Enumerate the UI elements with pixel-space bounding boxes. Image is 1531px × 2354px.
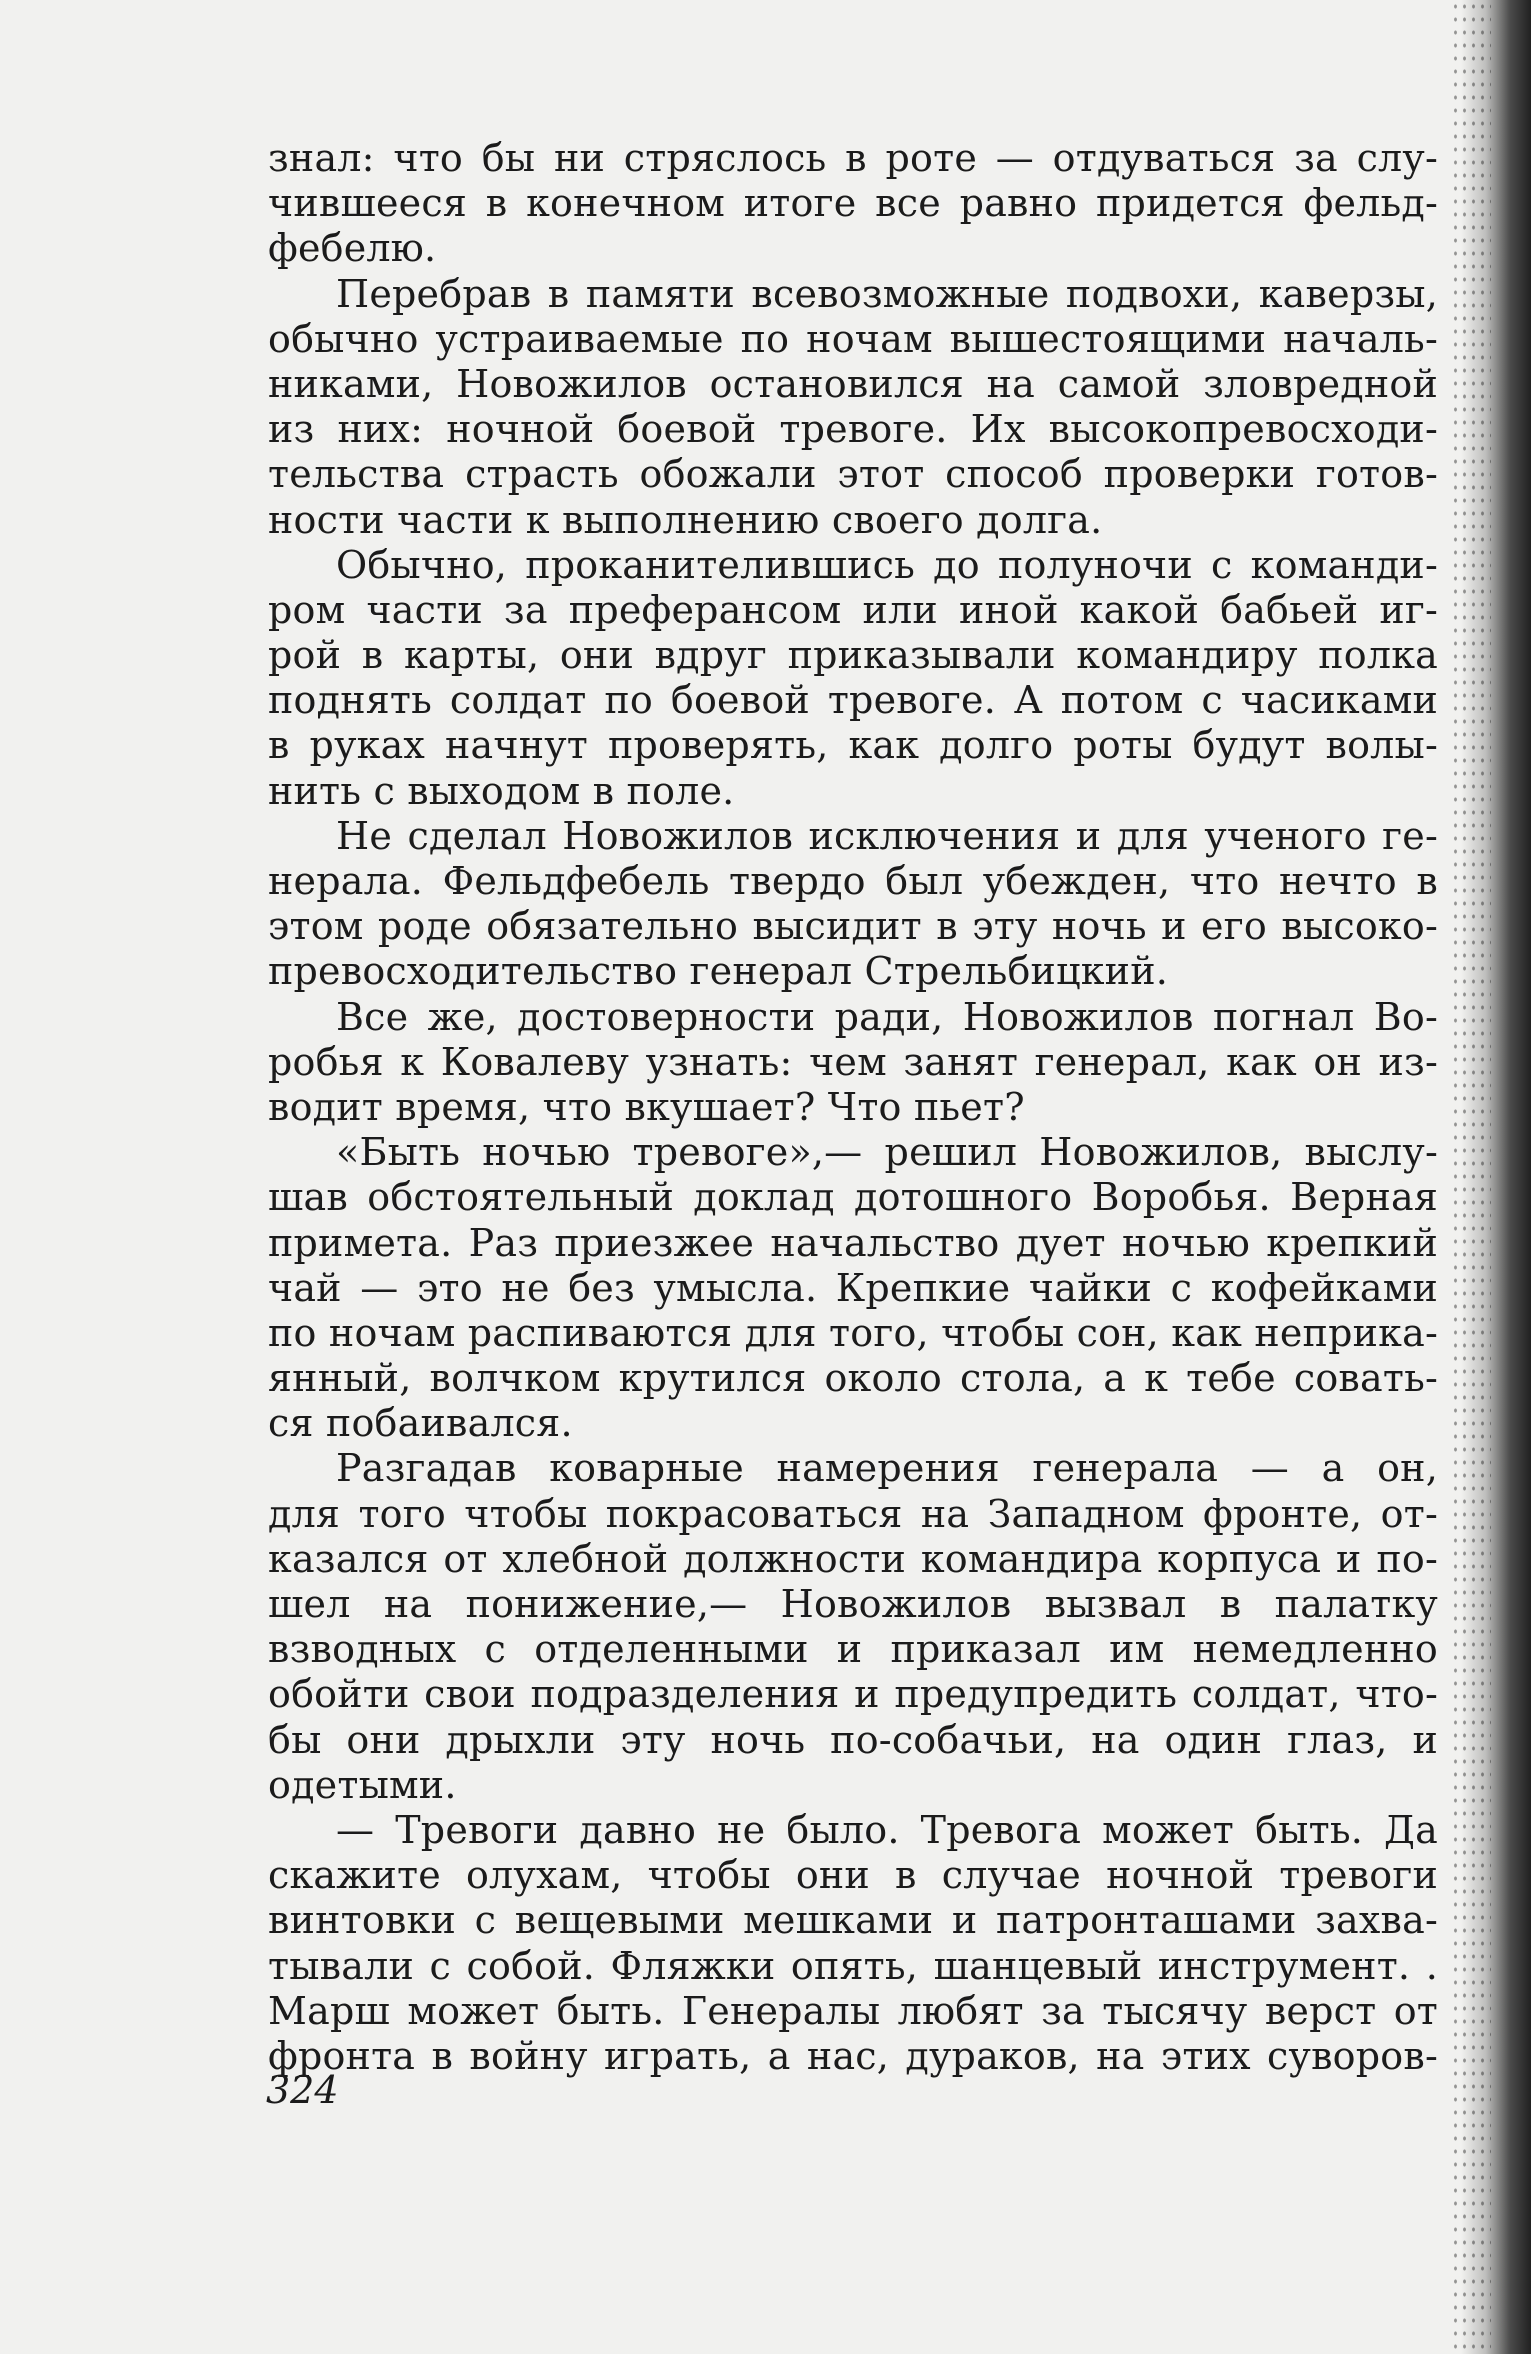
- text-line: Марш может быть. Генералы любят за тысячу верст от: [268, 1988, 1438, 2033]
- text-line: чившееся в конечном итоге все равно придется фельд-: [268, 181, 1438, 226]
- text-line: одетыми.: [268, 1762, 457, 1807]
- page-number: 324: [266, 2068, 339, 2112]
- text-line: ром части за преферансом или иной какой бабьей иг-: [268, 587, 1438, 632]
- page-body-text: [268, 136, 1438, 2079]
- text-line: водит время, что вкушает? Что пьет?: [268, 1084, 1025, 1129]
- text-line: шав обстоятельный доклад дотошного Воробья. Верная: [268, 1175, 1438, 1220]
- text-line: из них: ночной боевой тревоге. Их высокопревосходи-: [268, 407, 1438, 452]
- text-line: ся побаивался.: [268, 1401, 573, 1446]
- text-line: скажите олухам, чтобы они в случае ночной тревоги: [268, 1853, 1438, 1898]
- text-line: примета. Раз приезжее начальство дует ночью крепкий: [268, 1220, 1438, 1265]
- text-line: казался от хлебной должности командира корпуса и по-: [268, 1536, 1438, 1581]
- text-line: рой в карты, они вдруг приказывали командиру полка: [268, 633, 1438, 678]
- text-line: шел на понижение,— Новожилов вызвал в палатку: [268, 1582, 1438, 1626]
- text-line: тывали с собой. Фляжки опять, шанцевый инструмент. .: [268, 1943, 1438, 1988]
- text-line: чай — это не без умысла. Крепкие чайки с кофейками: [268, 1265, 1438, 1310]
- text-line: обычно устраиваемые по ночам вышестоящими началь-: [268, 316, 1438, 361]
- text-line: Разгадав коварные намерения генерала — а он,: [336, 1446, 1438, 1491]
- text-line: поднять солдат по боевой тревоге. А потом с часиками: [268, 678, 1438, 723]
- text-line: янный, волчком крутился около стола, а к тебе совать-: [268, 1356, 1438, 1401]
- text-line: Все же, достоверности ради, Новожилов погнал Во-: [336, 994, 1438, 1039]
- text-line: ности части к выполнению своего долга.: [268, 497, 1103, 542]
- text-line: Перебрав в памяти всевозможные подвохи, каверзы,: [336, 271, 1438, 316]
- text-line: обойти свои подразделения и предупредить солдат, что-: [268, 1672, 1438, 1717]
- text-line: фронта в войну играть, а нас, дураков, на этих суворов-: [268, 2033, 1438, 2078]
- text-line: фебелю.: [268, 226, 437, 271]
- text-line: — Тревоги давно не было. Тревога может быть. Да: [336, 1807, 1438, 1852]
- text-line: тельства страсть обожали этот способ проверки готов-: [268, 452, 1438, 497]
- text-line: нить с выходом в поле.: [268, 768, 735, 813]
- text-line: винтовки с вещевыми мешками и патронташами захва-: [268, 1898, 1438, 1943]
- text-line: взводных с отделенными и приказал им немедленно: [268, 1627, 1438, 1672]
- text-line: робья к Ковалеву узнать: чем занят генерал, как он из-: [268, 1039, 1438, 1084]
- text-line: в руках начнут проверять, как долго роты будут волы-: [268, 723, 1438, 768]
- scan-edge-speckle: [1451, 0, 1491, 2354]
- text-line: этом роде обязательно высидит в эту ночь и его высоко-: [268, 904, 1438, 949]
- text-line: «Быть ночью тревоге»,— решил Новожилов, выслу-: [336, 1130, 1438, 1175]
- text-line: никами, Новожилов остановился на самой зловредной: [268, 361, 1438, 406]
- text-line: превосходительство генерал Стрельбицкий.: [268, 949, 1168, 994]
- text-line: нерала. Фельдфебель твердо был убежден, что нечто в: [268, 859, 1438, 903]
- text-line: Обычно, проканителившись до полуночи с команди-: [336, 542, 1438, 587]
- text-line: знал: что бы ни стряслось в роте — отдуваться за слу-: [268, 136, 1438, 180]
- text-line: для того чтобы покрасоваться на Западном фронте, от-: [268, 1491, 1438, 1536]
- text-line: бы они дрыхли эту ночь по-собачьи, на один глаз, и: [268, 1717, 1438, 1762]
- text-line: по ночам распиваются для того, чтобы сон, как неприка-: [268, 1310, 1438, 1355]
- text-line: Не сделал Новожилов исключения и для ученого ге-: [336, 813, 1438, 858]
